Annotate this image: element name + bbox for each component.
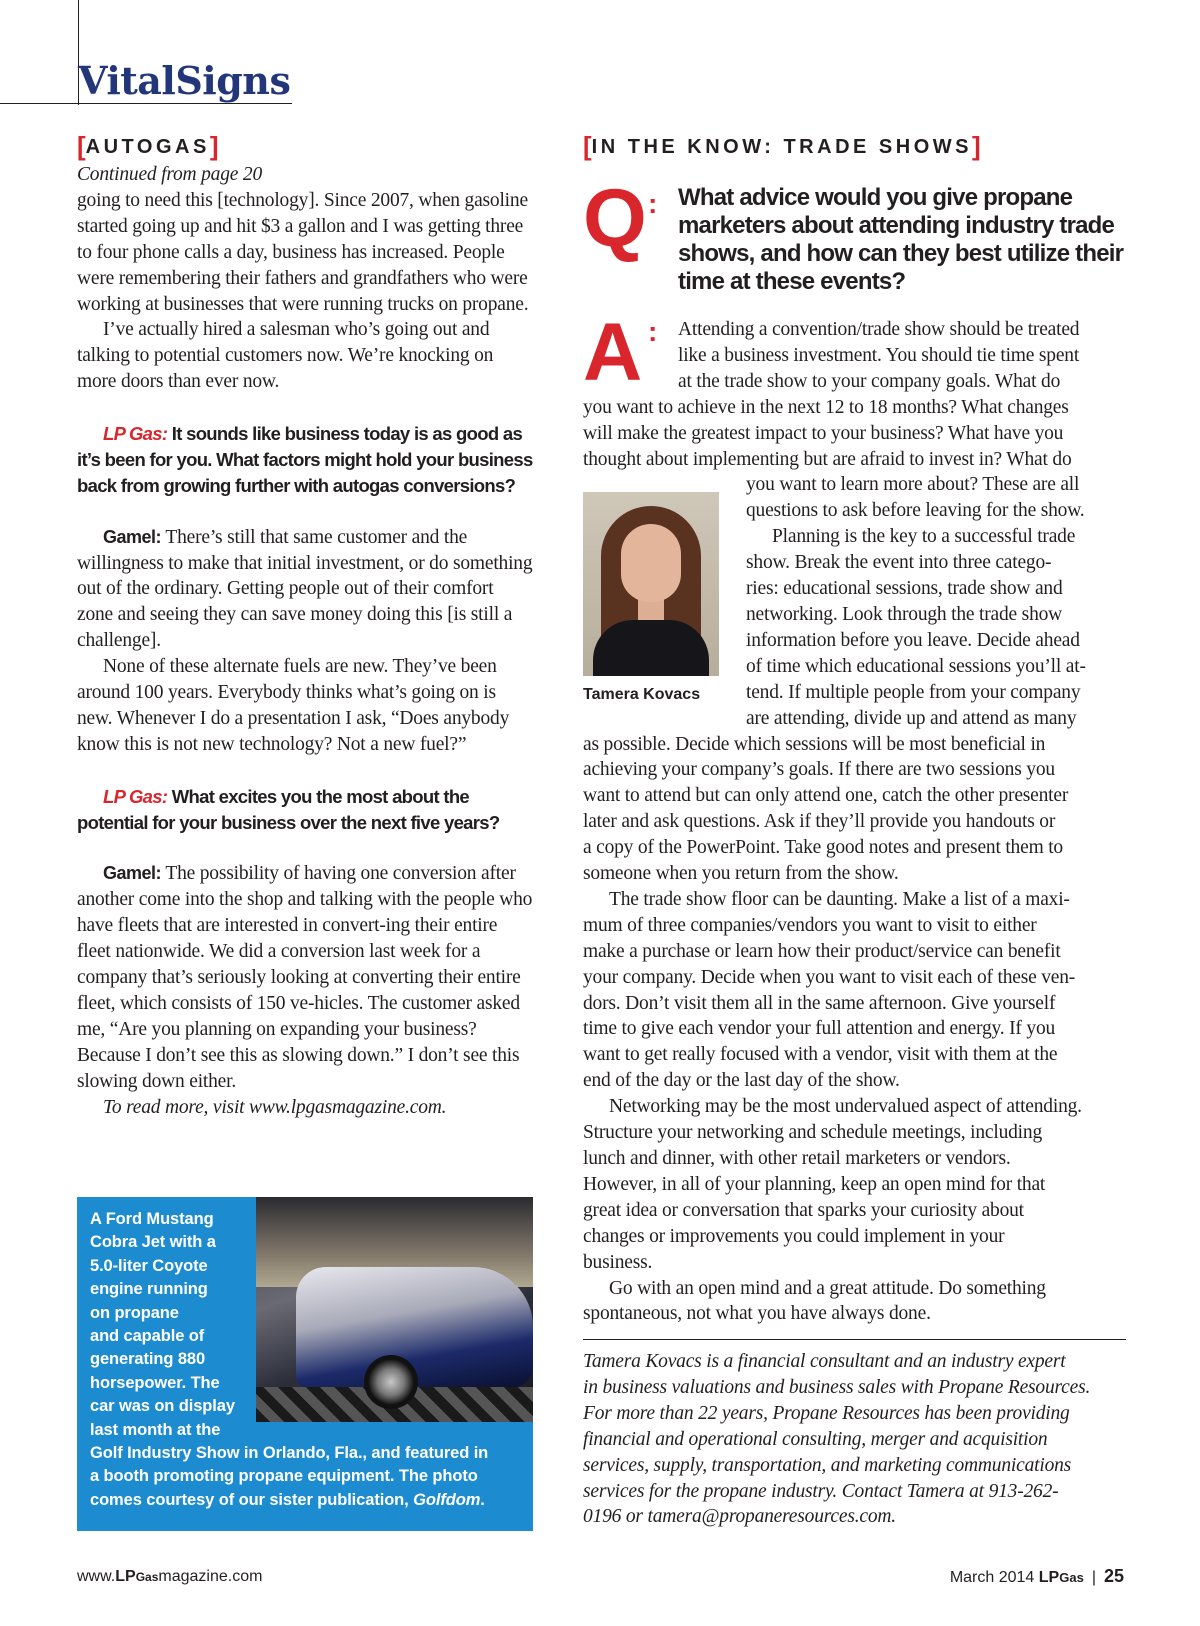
paragraph: None of these alternate fuels are new. They’ve been around 100 years. Everybody thinks what’s going on is new. Whenever I do a presentation I ask, “Does anybody know this is not new technology? Not a new fuel?” [77, 656, 510, 755]
answer-line: lunch and dinner, with other retail marketers or vendors. [583, 1148, 1011, 1169]
answer-line: show. Break the event into three catego- [746, 552, 1052, 574]
caption-line: Golf Industry Show in Orlando, Fla., and featured in [90, 1444, 489, 1463]
section-label-text: IN THE KNOW: TRADE SHOWS [591, 136, 972, 158]
answer-line: like a business investment. You should tie time spent [678, 344, 1080, 366]
answer-line: However, in all of your planning, keep an open mind for that [583, 1173, 1046, 1195]
caption-line: engine running [90, 1280, 208, 1299]
answer-line: achieving your company’s goals. If there are two sessions you [583, 759, 1055, 781]
bio-divider [583, 1339, 1126, 1340]
answer-line: dors. Don’t visit them all in the same afternoon. Give yourself [583, 992, 1056, 1014]
q-colon: : [648, 188, 658, 219]
question-text: It sounds like business today is as good as it’s been for you. What factors might hold your business back from growing further with autogas conversions? [77, 423, 533, 496]
bracket-open: [ [583, 131, 592, 161]
answer-line: will make the greatest impact to your business? What have you [583, 422, 1064, 444]
issue-date: March 2014 [949, 1569, 1035, 1586]
answer-line: Structure your networking and schedule meetings, including [583, 1122, 1042, 1144]
section-label-autogas [77, 131, 219, 161]
interview-question [77, 421, 533, 499]
folio-separator: | [1091, 1569, 1096, 1586]
interview-question [77, 784, 533, 836]
answer-line: are attending, divide up and attend as many [746, 707, 1077, 729]
answer-line: want to attend but can only attend one, catch the other presenter [583, 785, 1069, 807]
answer-line: tend. If multiple people from your company [746, 681, 1081, 703]
answer-line: a copy of the PowerPoint. Take good notes and present them to [583, 837, 1063, 859]
speaker-name: Gamel: [103, 863, 162, 884]
answer-line: networking. Look through the trade show [746, 603, 1063, 625]
answer-line: of time which educational sessions you’ll at- [746, 655, 1086, 677]
answer-line: mum of three companies/vendors you want to visit to either [583, 914, 1037, 936]
photo-caption [90, 1208, 520, 1512]
question-prefix: LP Gas: [103, 423, 168, 445]
caption-line: Cobra Jet with a [90, 1233, 216, 1252]
speaker-name: Gamel: [103, 526, 162, 547]
answer-line: business. [583, 1251, 653, 1273]
question-prefix: LP Gas: [103, 785, 168, 807]
answer-line: Attending a convention/trade show should be treated [678, 319, 1080, 340]
bio-line: Tamera Kovacs is a financial consultant and an industry expert [583, 1351, 1066, 1372]
answer-text: There’s still that same customer and the willingness to make that initial investment, or do something out of the ordinary. Getting people out of their comfort zone and seeing they can save money doing this [is still a challenge]. [77, 526, 533, 652]
answer-body [583, 317, 1128, 1327]
answer-line: spontaneous, not what you have always done. [583, 1303, 931, 1325]
caption-line: a booth promoting propane equipment. The photo [90, 1467, 478, 1486]
caption-line: generating 880 [90, 1350, 206, 1369]
footer-website[interactable]: www.LPGasmagazine.com [77, 1568, 263, 1585]
question-text: What excites you the most about the potential for your business over the next five years? [77, 785, 500, 833]
section-label-text: AUTOGAS [85, 136, 210, 158]
caption-line: car was on display [90, 1397, 235, 1416]
caption-line: last month at the [90, 1420, 221, 1439]
paragraph: I’ve actually hired a salesman who’s going out and talking to potential customers now. We’re knocking on more doors than ever now. [77, 319, 494, 393]
answer-line: Networking may be the most undervalued aspect of attending. [609, 1096, 1082, 1118]
answer-line: time to give each vendor your full attention and energy. If you [583, 1018, 1056, 1040]
answer-line: changes or improvements you could implement in your [583, 1225, 1005, 1247]
answer-line: as possible. Decide which sessions will be most beneficial in [583, 733, 1046, 755]
answer-line: ries: educational sessions, trade show and [746, 578, 1063, 600]
bio-line: financial and operational consulting, merger and acquisition [583, 1428, 1048, 1450]
bio-line: in business valuations and business sales with Propane Resources. [583, 1376, 1091, 1398]
answer-line: end of the day or the last day of the show. [583, 1070, 900, 1092]
answer-text: The possibility of having one conversion after another come into the shop and talking with the people who have fleets that are interested in convert-ing their entire fleet nationwide. We did a conversion last week for a company that’s seriously looking at converting their entire fleet, which consists of 150 ve-hicles. The customer asked me, “Are you planning on expanding your business? Because I don’t see this as slowing down.” I don’t see this slowing down either. [77, 863, 533, 1092]
portrait-caption: Tamera Kovacs [583, 686, 701, 703]
answer-line: someone when you return from the show. [583, 863, 899, 885]
bracket-close: ] [209, 131, 219, 161]
portrait-photo [583, 492, 719, 676]
bracket-open: [ [77, 131, 86, 161]
answer-line: later and ask questions. Ask if they’ll provide you handouts or [583, 811, 1056, 833]
answer-line: The trade show floor can be daunting. Make a list of a maxi- [609, 888, 1070, 910]
answer-line: you want to achieve in the next 12 to 18 months? What changes [583, 396, 1069, 418]
read-more-link[interactable]: To read more, visit www.lpgasmagazine.com. [103, 1096, 447, 1118]
author-bio [583, 1349, 1128, 1530]
answer-line: your company. Decide when you want to visit each of these ven- [583, 966, 1076, 988]
answer-line: Planning is the key to a successful trade [772, 526, 1076, 548]
answer-line: Go with an open mind and a great attitude. Do something [609, 1277, 1046, 1299]
bio-line: services, supply, transportation, and marketing communications [583, 1454, 1072, 1476]
page-number: 25 [1103, 1566, 1124, 1586]
featured-question: What advice would you give propane marketers about attending industry trade shows, and how can they best utilize their time at these events? [678, 184, 1124, 295]
a-initial: A [583, 307, 643, 398]
bio-line: 0196 or tamera@propaneresources.com. [583, 1506, 896, 1528]
caption-line: comes courtesy of our sister publication, Golfdom. [90, 1490, 485, 1509]
footer-folio [950, 1566, 1124, 1587]
answer-line: you want to learn more about? These are all [746, 474, 1080, 496]
answer-line: make a purchase or learn how their product/service can benefit [583, 940, 1061, 962]
interview-answer [77, 861, 533, 1094]
q-initial: Q [583, 173, 647, 264]
paragraph: going to need this [technology]. Since 2007, when gasoline started going up and hit $3 a gallon and I was getting three to four phone calls a day, business has increased. People were remembering their fathers and grandfathers who were working at businesses that were running trucks on propane. [77, 189, 529, 315]
answer-line: want to get really focused with a vendor, visit with them at the [583, 1044, 1058, 1066]
bio-line: For more than 22 years, Propane Resources has been providing [583, 1402, 1070, 1424]
publication-name: Golfdom [413, 1490, 481, 1509]
caption-line: and capable of [90, 1327, 205, 1346]
caption-line: on propane [90, 1303, 179, 1322]
continued-note: Continued from page 20 [77, 164, 262, 185]
caption-line: horsepower. The [90, 1373, 220, 1392]
crop-mark-horizontal [0, 103, 292, 104]
photo-caption-box [77, 1197, 533, 1531]
answer-line: information before you leave. Decide ahead [746, 629, 1080, 651]
caption-line: 5.0-liter Coyote [90, 1256, 208, 1275]
answer-line: thought about implementing but are afraid to invest in? What do [583, 448, 1072, 470]
left-column [77, 162, 533, 1120]
interview-answer [77, 525, 533, 655]
section-label-trade-shows [583, 131, 981, 161]
answer-line: at the trade show to your company goals. What do [678, 370, 1061, 392]
answer-line: great idea or conversation that sparks your curiosity about [583, 1199, 1024, 1221]
answer-line: questions to ask before leaving for the show. [746, 500, 1085, 522]
bracket-close: ] [971, 131, 981, 161]
brand-name: LPGas [1038, 1569, 1084, 1586]
masthead: VitalSigns [78, 58, 291, 103]
bio-line: services for the propane industry. Contact Tamera at 913-262- [583, 1480, 1059, 1502]
caption-line: A Ford Mustang [90, 1210, 214, 1228]
a-colon: : [648, 316, 658, 347]
